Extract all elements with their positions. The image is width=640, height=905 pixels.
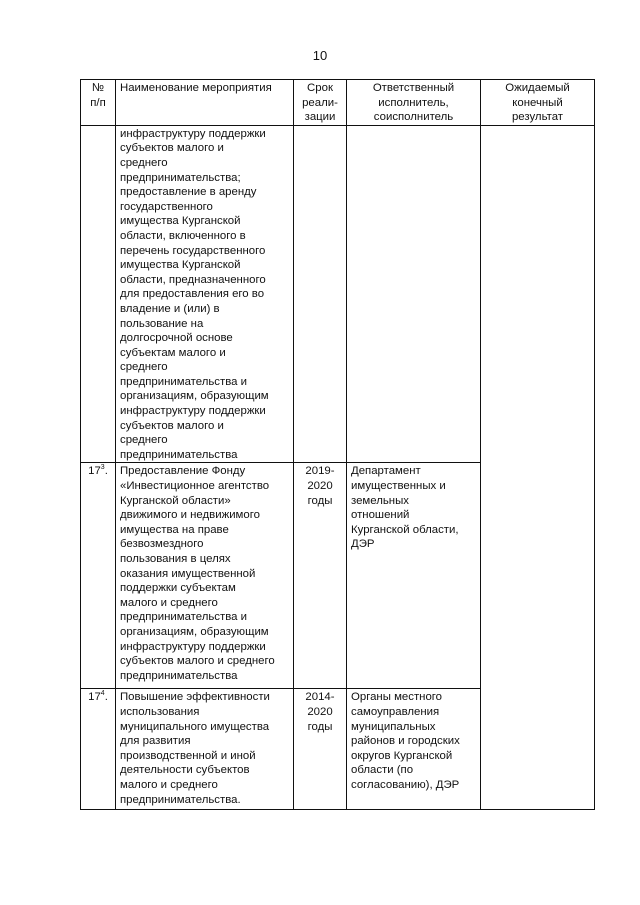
- name-line: предпринимательства и: [120, 375, 247, 388]
- row-result: [481, 689, 595, 810]
- name-line: предпринимательства.: [120, 793, 241, 806]
- table-header-row: [81, 80, 595, 126]
- header-responsible-line: соисполнитель: [373, 111, 454, 124]
- name-line: имущества Курганской: [120, 259, 241, 272]
- name-line: для развития: [120, 735, 191, 748]
- row-num-main: 17: [88, 691, 101, 704]
- name-line: инфраструктуру поддержки: [120, 640, 266, 653]
- responsible-line: районов и городских: [351, 735, 460, 748]
- row-num: [81, 125, 116, 463]
- responsible-line: самоуправления: [351, 706, 440, 719]
- name-line: предоставление в аренду: [120, 186, 257, 199]
- header-num-line: №: [91, 82, 105, 94]
- name-line: безвозмездного: [120, 538, 204, 551]
- name-line: предпринимательства: [120, 448, 238, 461]
- name-line: для предоставления его во: [120, 288, 265, 301]
- row-responsible: [347, 463, 481, 689]
- header-term-line: реали-: [302, 96, 338, 109]
- row-num: $17^3$.: [81, 463, 116, 689]
- name-line: среднего: [120, 434, 168, 447]
- name-line: имущества на праве: [120, 523, 229, 536]
- name-line: области, включенного в: [120, 229, 246, 242]
- row-name: [116, 125, 294, 463]
- responsible-line: согласованию), ДЭР: [351, 779, 460, 791]
- name-line: поддержки субъектам: [120, 582, 236, 595]
- header-name-line: Наименование мероприятия: [120, 82, 272, 94]
- responsible-line: ДЭР: [351, 538, 375, 551]
- responsible-line: Департамент: [351, 465, 421, 478]
- name-line: Курганской области»: [120, 494, 231, 507]
- name-line: организациям, образующим: [120, 390, 269, 403]
- name-line: Предоставление Фонду: [120, 465, 246, 478]
- responsible-line: Органы местного: [351, 691, 443, 704]
- row-term: [294, 125, 347, 463]
- responsible-line: земельных: [351, 494, 409, 507]
- term-line: годы: [307, 494, 333, 507]
- row-num-sup: 4: [100, 690, 105, 698]
- name-line: Повышение эффективности: [120, 691, 270, 704]
- header-responsible-line: Ответственный: [372, 82, 455, 94]
- header-result-line: результат: [511, 111, 564, 124]
- term-line: 2020: [307, 706, 333, 719]
- name-line: движимого и недвижимого: [120, 509, 260, 522]
- name-line: владение и (или) в: [120, 302, 220, 315]
- header-term-line: зации: [304, 111, 336, 124]
- name-line: пользование на: [120, 317, 204, 330]
- responsible-line: муниципальных: [351, 720, 436, 733]
- row-term: [294, 689, 347, 810]
- name-line: использования: [120, 706, 200, 719]
- row-term: [294, 463, 347, 689]
- name-line: области, предназначенного: [120, 273, 266, 286]
- responsible-line: имущественных и: [351, 480, 446, 493]
- table-row: [81, 689, 595, 810]
- row-name: [116, 463, 294, 689]
- name-line: предпринимательства и: [120, 611, 247, 624]
- name-line: долгосрочной основе: [120, 332, 233, 345]
- term-line: годы: [307, 720, 333, 733]
- row-result: [481, 463, 595, 689]
- page-number: 10: [312, 48, 328, 63]
- header-name: [116, 80, 294, 126]
- header-num-line: п/п: [90, 96, 106, 109]
- header-result: [481, 80, 595, 126]
- measures-table: [80, 79, 595, 810]
- row-responsible: [347, 689, 481, 810]
- header-num: [81, 80, 116, 126]
- responsible-line: области (по: [351, 764, 414, 777]
- row-num-sup: 3: [100, 464, 105, 472]
- name-line: малого и среднего: [120, 779, 218, 791]
- name-line: среднего: [120, 361, 168, 374]
- term-line: 2019-: [305, 465, 335, 478]
- header-term: [294, 80, 347, 126]
- header-result-line: конечный: [512, 96, 563, 109]
- name-line: субъектов малого и: [120, 419, 224, 432]
- name-line: субъектам малого и: [120, 346, 226, 359]
- table-row: [81, 125, 595, 463]
- name-line: перечень государственного: [120, 244, 266, 257]
- name-line: пользования в целях: [120, 553, 231, 565]
- responsible-line: округов Курганской: [351, 749, 453, 762]
- name-line: деятельности субъектов: [120, 764, 250, 777]
- table-row: [81, 463, 595, 689]
- header-responsible: [347, 80, 481, 126]
- row-num-main: 17: [88, 465, 101, 478]
- name-line: предпринимательства: [120, 669, 238, 682]
- name-line: субъектов малого и среднего: [120, 655, 275, 668]
- header-term-line: Срок: [307, 82, 333, 94]
- row-result: [481, 125, 595, 463]
- responsible-line: Курганской области,: [351, 523, 459, 536]
- name-line: малого и среднего: [120, 596, 218, 609]
- row-name: [116, 689, 294, 810]
- name-line: инфраструктуру поддержки: [120, 127, 266, 140]
- term-line: 2020: [307, 480, 333, 493]
- name-line: производственной и иной: [120, 749, 256, 762]
- name-line: «Инвестиционное агентство: [120, 480, 270, 493]
- name-line: государственного: [120, 200, 213, 213]
- name-line: муниципального имущества: [120, 720, 270, 733]
- header-responsible-line: исполнитель,: [378, 96, 449, 109]
- row-responsible: [347, 125, 481, 463]
- responsible-line: отношений: [351, 509, 410, 522]
- name-line: имущества Курганской: [120, 215, 241, 228]
- name-line: инфраструктуру поддержки: [120, 405, 266, 418]
- name-line: оказания имущественной: [120, 567, 256, 580]
- name-line: организациям, образующим: [120, 625, 269, 638]
- row-num: $17^4$.: [81, 689, 116, 810]
- term-line: 2014-: [305, 691, 335, 704]
- name-line: предпринимательства;: [120, 171, 241, 184]
- name-line: субъектов малого и: [120, 142, 224, 155]
- header-result-line: Ожидаемый: [505, 82, 570, 94]
- name-line: среднего: [120, 156, 168, 169]
